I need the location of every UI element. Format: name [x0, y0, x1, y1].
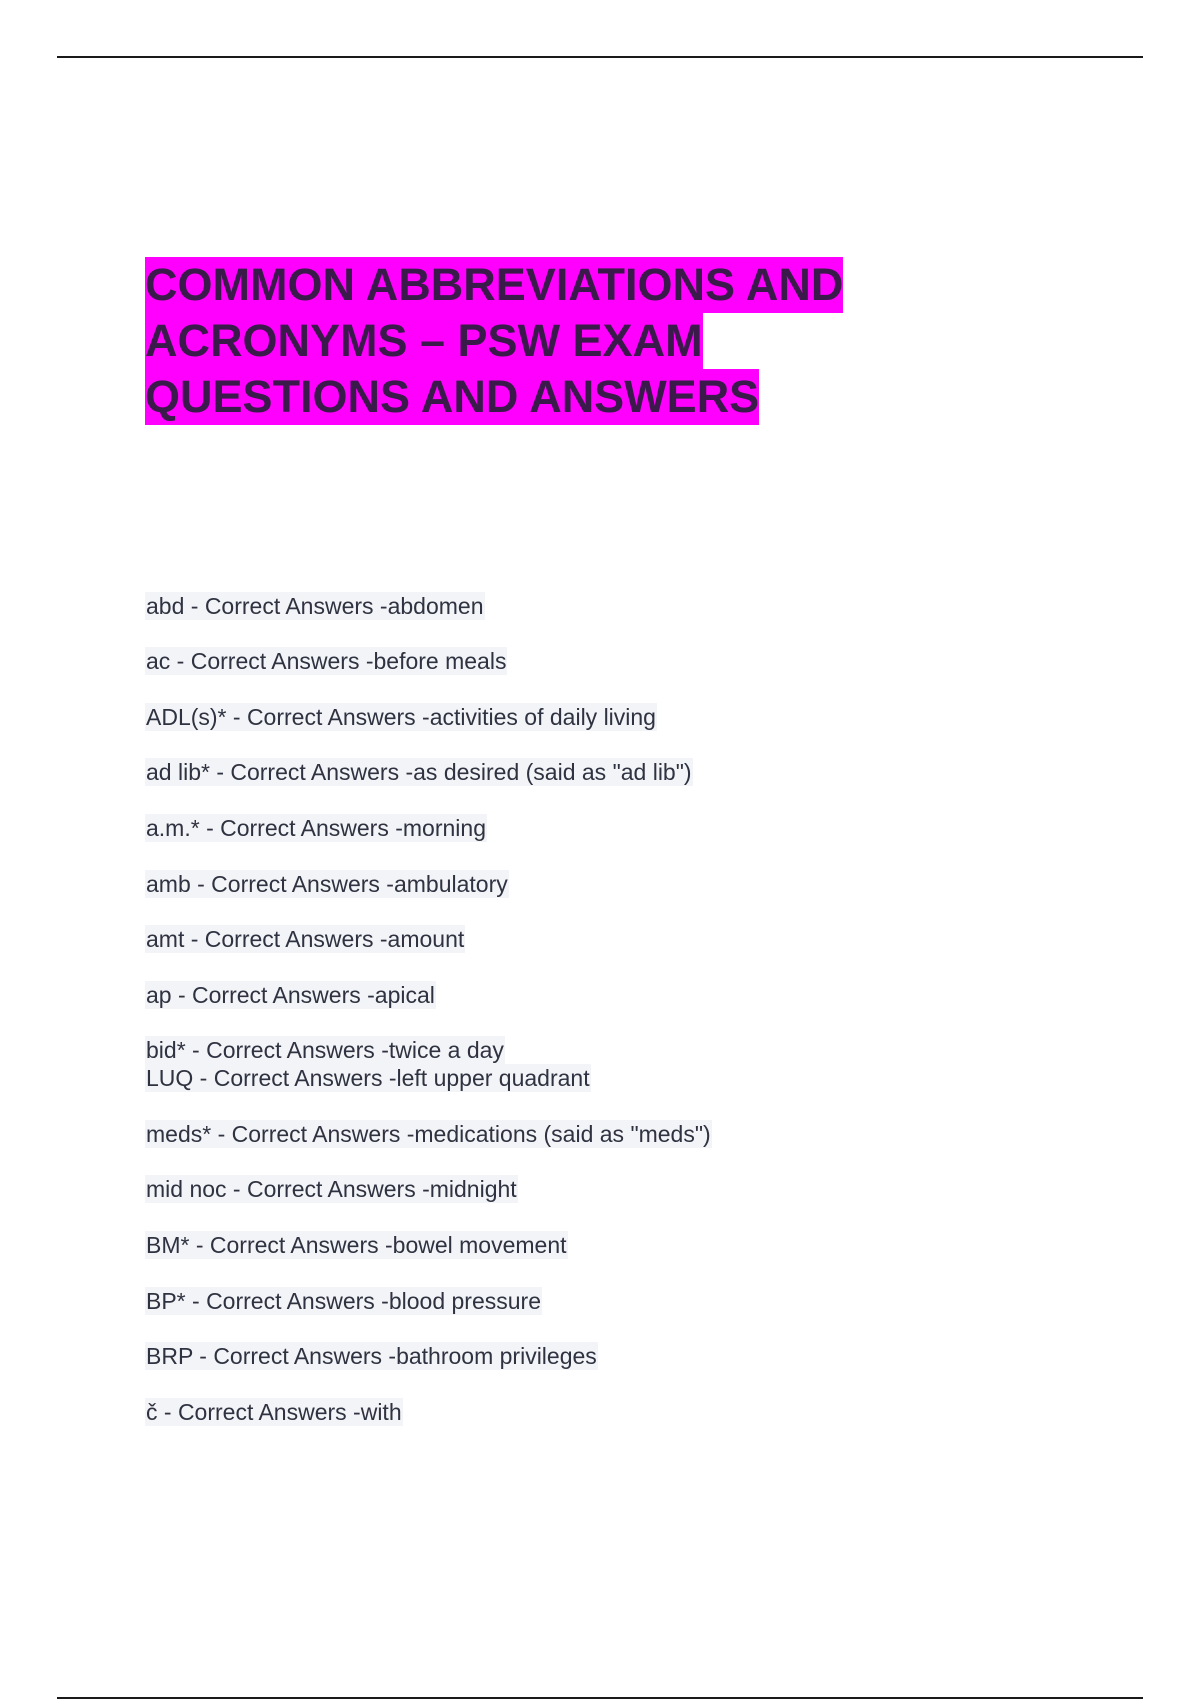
qa-entry: BRP - Correct Answers -bathroom privileges	[146, 1343, 597, 1369]
qa-entry: BP* - Correct Answers -blood pressure	[146, 1288, 541, 1314]
document-title	[145, 257, 1045, 425]
qa-entry: ADL(s)* - Correct Answers -activities of daily living	[146, 704, 656, 730]
qa-entry: č - Correct Answers -with	[146, 1399, 402, 1425]
title-line: QUESTIONS AND ANSWERS	[145, 369, 759, 425]
qa-entry: ad lib* - Correct Answers -as desired (said as "ad lib")	[146, 759, 692, 785]
qa-entry: bid* - Correct Answers -twice a day	[146, 1037, 504, 1063]
qa-entry: ac - Correct Answers -before meals	[146, 648, 507, 674]
qa-entry: LUQ - Correct Answers -left upper quadrant	[146, 1065, 590, 1091]
title-line: ACRONYMS – PSW EXAM	[145, 313, 703, 369]
qa-entry: BM* - Correct Answers -bowel movement	[146, 1232, 567, 1258]
qa-entry: amb - Correct Answers -ambulatory	[146, 871, 508, 897]
qa-entry: amt - Correct Answers -amount	[146, 926, 465, 952]
qa-entry: abd - Correct Answers -abdomen	[146, 593, 484, 619]
qa-entry: ap - Correct Answers -apical	[146, 982, 435, 1008]
qa-entry: a.m.* - Correct Answers -morning	[146, 815, 486, 841]
qa-entry: mid noc - Correct Answers -midnight	[146, 1176, 517, 1202]
title-line: COMMON ABBREVIATIONS AND	[145, 257, 843, 313]
bottom-rule	[57, 1697, 1143, 1699]
qa-entry: meds* - Correct Answers -medications (said as "meds")	[146, 1121, 711, 1147]
top-rule	[57, 56, 1143, 58]
